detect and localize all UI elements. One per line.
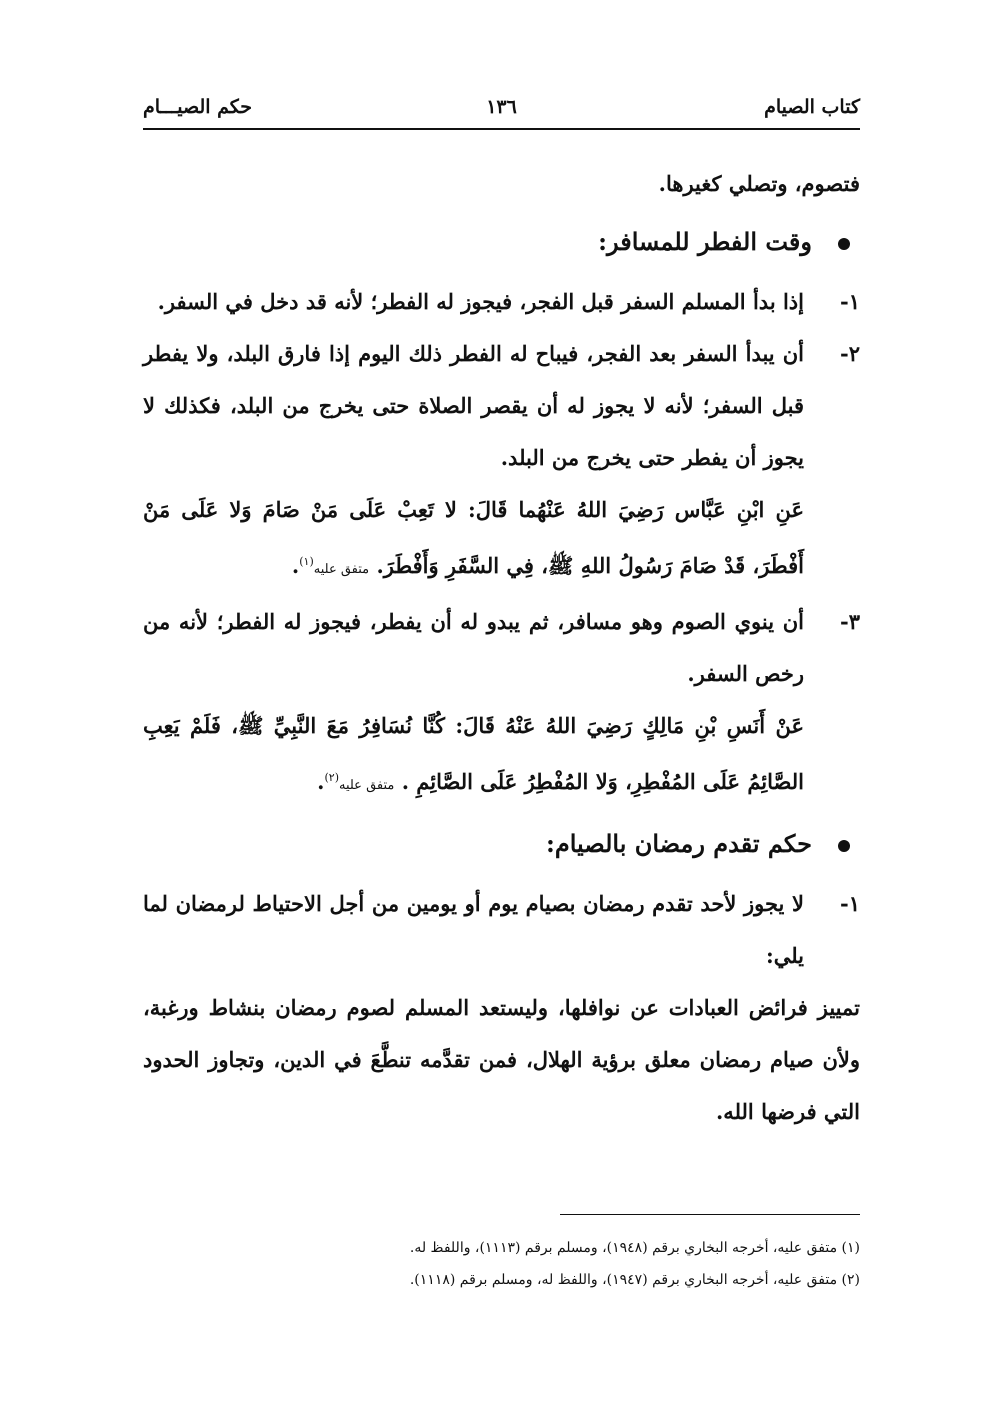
book-title: كتاب الصيام	[764, 96, 860, 118]
footnote-divider	[560, 1214, 860, 1215]
intro-line: فتصوم، وتصلي كغيرها.	[658, 171, 860, 196]
item-number: ١-	[840, 289, 860, 314]
item-text: لا يجوز لأحد تقدم رمضان بصيام يوم أو يومين من أجل الاحتياط لرمضان لما يلي:	[143, 891, 804, 968]
bullet-icon	[838, 840, 850, 852]
list-item	[143, 276, 860, 328]
item-number: ٢-	[840, 341, 860, 366]
footnote: (٢) متفق عليه، أخرجه البخاري برقم (١٩٤٧)، واللفظ له، ومسلم برقم (١١١٨).	[409, 1272, 860, 1288]
page-number: ١٣٦	[486, 96, 517, 118]
page-header	[143, 96, 860, 126]
hadith-grade: متفق عليه	[313, 562, 370, 577]
header-divider	[143, 128, 860, 130]
list-item	[143, 878, 860, 982]
footnote-reference[interactable]: (١)	[299, 555, 314, 568]
item-number: ٣-	[840, 609, 860, 634]
page-body	[143, 158, 860, 1138]
list-item	[143, 328, 860, 484]
hadith-quote: عَنِ ابْنِ عَبَّاس رَضِيَ اللهُ عَنْهُما قَالَ: لا تَعِبْ عَلَى مَنْ صَامَ وَلا عَلَى مَنْ أَفْطَرَ، قَدْ صَامَ رَسُولُ اللهِ ﷺ، فِي السَّفَرِ وَأَفْطَرَ. متفق عليه$^{(١)}$.	[143, 497, 804, 578]
item-text: أن يبدأ السفر بعد الفجر، فيباح له الفطر ذلك اليوم إذا فارق البلد، ولا يفطر قبل السفر؛ لأنه لا يجوز له أن يقصر الصلاة حتى يخرج من البلد، فكذلك لا يجوز أن يفطر حتى يخرج من البلد.	[143, 341, 804, 470]
body-paragraph: تمييز فرائض العبادات عن نوافلها، وليستعد المسلم لصوم رمضان بنشاط ورغبة، ولأن صيام رمضان معلق برؤية الهلال، فمن تقدَّمه تنطَّعَ في الدين، وتجاوز الحدود التي فرضها الله.	[143, 995, 860, 1124]
section-heading-ramadan	[143, 818, 860, 870]
section-heading-text: وقت الفطر للمسافر:	[598, 227, 812, 256]
hadith-quote: عَنْ أَنَسِ بْنِ مَالِكٍ رَضِيَ اللهُ عَنْهُ قَالَ: كُنَّا نُسَافِرُ مَعَ النَّبِيِّ ﷺ، فَلَمْ يَعِبِ الصَّائِمُ عَلَى المُفْطِرِ، وَلا المُفْطِرُ عَلَى الصَّائِمِ . متفق عليه$^{(٢)}$.	[143, 713, 804, 794]
bullet-icon	[838, 238, 850, 250]
chapter-title: حكم الصيـــام	[143, 96, 253, 118]
footnote: (١) متفق عليه، أخرجه البخاري برقم (١٩٤٨)، ومسلم برقم (١١١٣)، واللفظ له.	[409, 1240, 860, 1256]
section-heading-travel	[143, 216, 860, 268]
list-item	[143, 596, 860, 700]
item-number: ١-	[840, 891, 860, 916]
section-heading-text: حكم تقدم رمضان بالصيام:	[546, 829, 812, 858]
item-text: إذا بدأ المسلم السفر قبل الفجر، فيجوز له الفطر؛ لأنه قد دخل في السفر.	[157, 289, 804, 314]
hadith-grade: متفق عليه	[338, 778, 395, 793]
hadith-text: عَنِ ابْنِ عَبَّاس رَضِيَ اللهُ عَنْهُما قَالَ: لا تَعِبْ عَلَى مَنْ صَامَ وَلا عَلَى مَنْ أَفْطَرَ، قَدْ صَامَ رَسُولُ اللهِ ﷺ، فِي السَّفَرِ وَأَفْطَرَ.	[143, 497, 804, 578]
hadith-text: عَنْ أَنَسِ بْنِ مَالِكٍ رَضِيَ اللهُ عَنْهُ قَالَ: كُنَّا نُسَافِرُ مَعَ النَّبِيِّ ﷺ، فَلَمْ يَعِبِ الصَّائِمُ عَلَى المُفْطِرِ، وَلا المُفْطِرُ عَلَى الصَّائِمِ .	[143, 713, 804, 794]
footnotes	[143, 1232, 860, 1296]
footnote-reference[interactable]: (٢)	[324, 771, 339, 784]
item-text: أن ينوي الصوم وهو مسافر، ثم يبدو له أن يفطر، فيجوز له الفطر؛ لأنه من رخص السفر.	[143, 609, 804, 686]
